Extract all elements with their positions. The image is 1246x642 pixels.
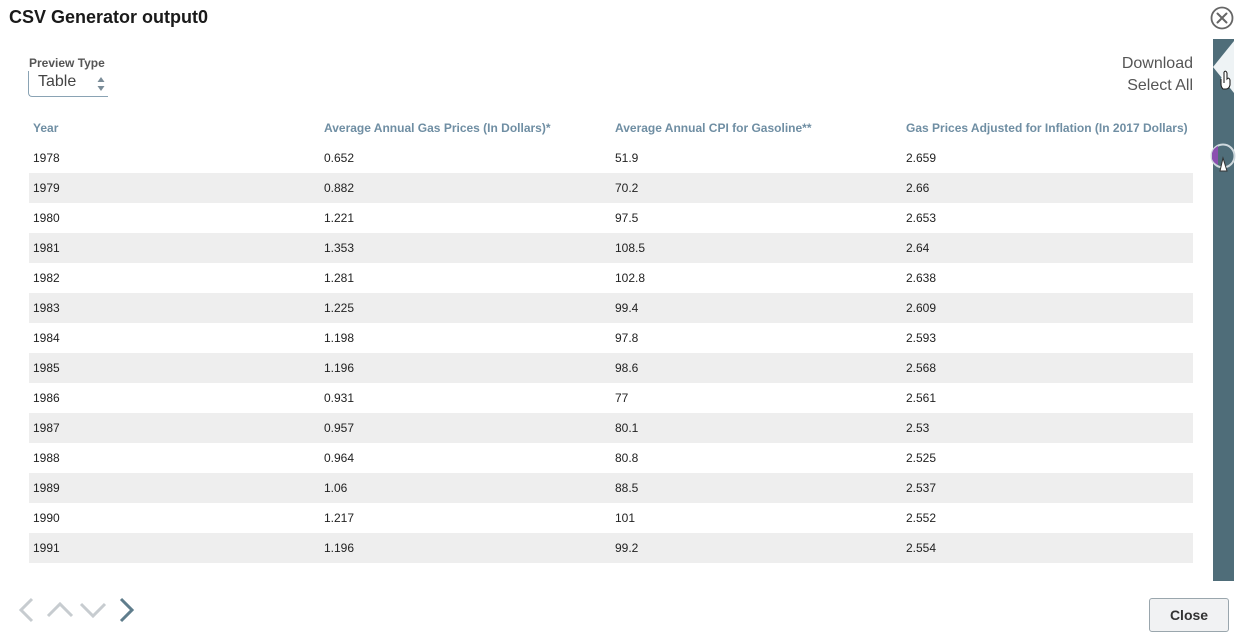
table-row[interactable] — [29, 383, 1193, 413]
table-cell: 2.66 — [902, 173, 1193, 203]
chevron-down-icon[interactable] — [78, 596, 108, 624]
table-cell: 99.4 — [611, 293, 902, 323]
table-cell: 97.5 — [615, 211, 639, 225]
table-cell: 88.5 — [611, 473, 902, 503]
table-cell: 1.353 — [320, 233, 611, 263]
table-cell: 1989 — [29, 473, 320, 503]
column-header-year[interactable]: Year — [33, 121, 59, 135]
table-cell: 1987 — [29, 413, 320, 443]
table-cell: 1.225 — [320, 293, 611, 323]
table-cell: 2.537 — [902, 473, 1193, 503]
table-cell: 1985 — [29, 353, 320, 383]
table-cell: 1.281 — [324, 271, 355, 285]
table-cell: 2.659 — [906, 151, 937, 165]
select-arrows-icon — [96, 74, 106, 94]
table-cell: 101 — [615, 511, 636, 525]
table-cell: 97.8 — [615, 331, 639, 345]
download-link[interactable]: Download — [1121, 55, 1193, 72]
table-row[interactable] — [29, 323, 1193, 353]
table-cell: 1990 — [33, 511, 60, 525]
table-cell: 80.1 — [611, 413, 902, 443]
table-cell: 77 — [615, 391, 629, 405]
table-cell: 2.554 — [902, 533, 1193, 563]
table-cell: 2.609 — [902, 293, 1193, 323]
table-cell: 1.217 — [324, 511, 355, 525]
table-cell: 1980 — [33, 211, 60, 225]
table-cell: 1979 — [29, 173, 320, 203]
table-cell: 51.9 — [615, 151, 639, 165]
preview-table — [29, 113, 1193, 565]
side-panel-tab[interactable] — [1213, 39, 1234, 99]
column-header-gas-price[interactable]: Average Annual Gas Prices (In Dollars)* — [324, 121, 551, 135]
table-cell: 0.882 — [320, 173, 611, 203]
preview-type-label: Preview Type — [29, 56, 105, 70]
close-button[interactable]: Close — [1149, 598, 1229, 632]
table-cell: 98.6 — [611, 353, 902, 383]
preview-type-select[interactable] — [28, 71, 108, 97]
table-cell: 2.593 — [906, 331, 937, 345]
table-cell: 1.196 — [320, 353, 611, 383]
chevron-up-icon[interactable] — [45, 596, 75, 624]
dialog-title: CSV Generator output0 — [9, 7, 209, 27]
table-cell: 1986 — [33, 391, 60, 405]
table-row[interactable] — [29, 203, 1193, 233]
table-cell: 70.2 — [611, 173, 902, 203]
table-cell: 80.8 — [615, 451, 639, 465]
table-cell: 1982 — [33, 271, 60, 285]
table-cell: 1988 — [33, 451, 60, 465]
select-all-link[interactable]: Select All — [1127, 77, 1193, 94]
table-cell: 2.561 — [906, 391, 937, 405]
table-cell: 1.198 — [324, 331, 355, 345]
table-row[interactable] — [29, 353, 1193, 383]
table-cell: 0.964 — [324, 451, 355, 465]
table-cell: 2.638 — [906, 271, 937, 285]
table-cell: 2.653 — [906, 211, 937, 225]
table-cell: 1983 — [29, 293, 320, 323]
table-cell: 99.2 — [611, 533, 902, 563]
table-row[interactable] — [29, 473, 1193, 503]
table-row[interactable] — [29, 413, 1193, 443]
table-row[interactable] — [29, 173, 1193, 203]
table-cell: 1.06 — [320, 473, 611, 503]
table-row[interactable] — [29, 293, 1193, 323]
table-row[interactable] — [29, 503, 1193, 533]
chevron-left-icon[interactable] — [16, 596, 38, 624]
table-cell: 1991 — [29, 533, 320, 563]
table-cell: 1981 — [29, 233, 320, 263]
side-panel-handle[interactable] — [1213, 39, 1234, 581]
table-header-row — [29, 113, 1193, 143]
close-circle-icon[interactable] — [1210, 6, 1234, 30]
table-row[interactable] — [29, 263, 1193, 293]
preview-type-value: Table — [38, 73, 77, 90]
table-row[interactable] — [29, 533, 1193, 563]
chevron-right-icon[interactable] — [116, 596, 138, 624]
table-cell: 0.957 — [320, 413, 611, 443]
table-cell: 1.196 — [320, 533, 611, 563]
table-cell: 0.652 — [324, 151, 355, 165]
table-cell: 1978 — [33, 151, 60, 165]
drag-knob[interactable] — [1210, 143, 1236, 173]
table-cell: 1984 — [33, 331, 60, 345]
table-cell: 0.931 — [324, 391, 355, 405]
table-row[interactable] — [29, 443, 1193, 473]
table-cell: 2.552 — [906, 511, 937, 525]
column-header-cpi[interactable]: Average Annual CPI for Gasoline** — [615, 121, 812, 135]
table-cell: 2.568 — [902, 353, 1193, 383]
table-cell: 102.8 — [615, 271, 646, 285]
table-cell: 2.525 — [906, 451, 937, 465]
column-header-adjusted-price[interactable]: Gas Prices Adjusted for Inflation (In 2017 Dollars) — [906, 121, 1188, 135]
table-cell: 2.64 — [902, 233, 1193, 263]
table-cell: 2.53 — [902, 413, 1193, 443]
table-row[interactable] — [29, 233, 1193, 263]
table-cell: 1.221 — [324, 211, 355, 225]
table-cell: 108.5 — [611, 233, 902, 263]
table-row[interactable] — [29, 143, 1193, 173]
